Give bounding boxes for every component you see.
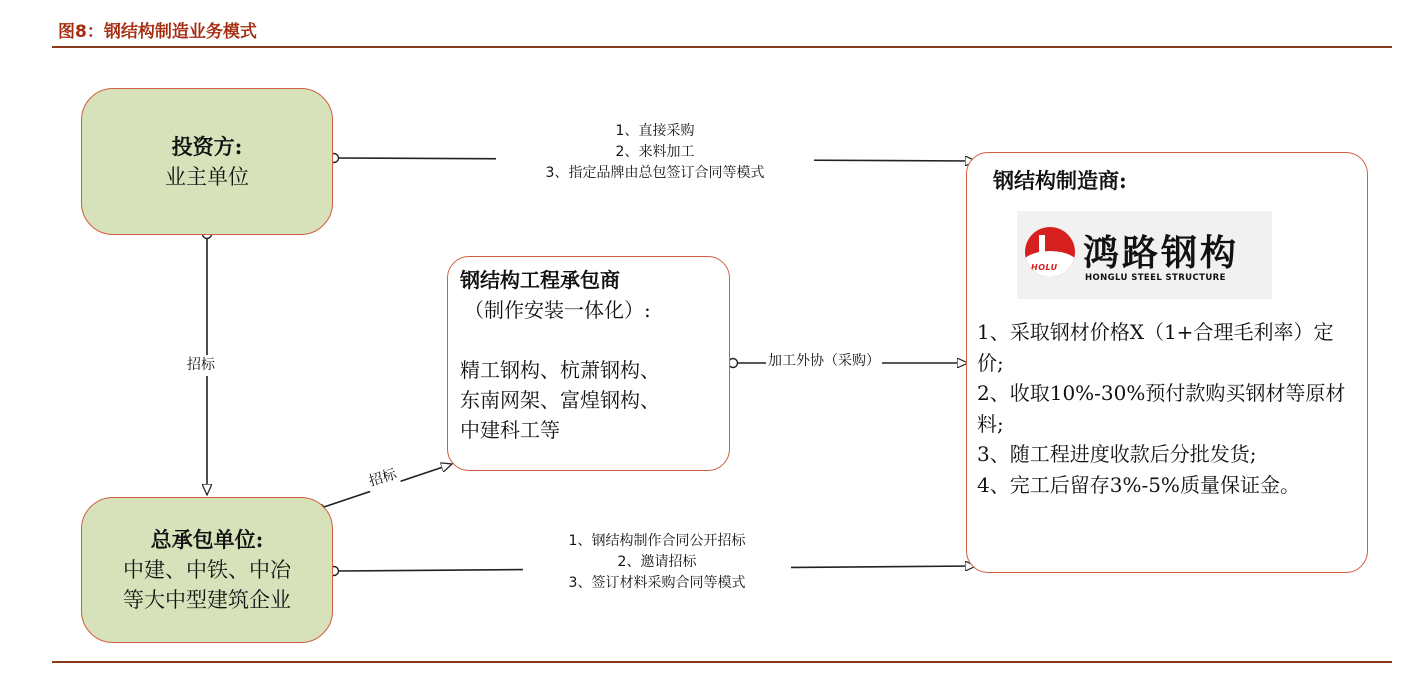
- edge-label-line: 3、签订材料采购合同等模式: [568, 575, 746, 591]
- edge-label-line: 1、钢结构制作合同公开招标: [568, 533, 746, 549]
- edge-label-general-engineering: 招标: [365, 464, 402, 493]
- edge-label-line: 1、直接采购: [615, 123, 695, 139]
- logo-cn-text: 鸿路钢构: [1083, 233, 1240, 274]
- general-contractor-line: 等大中型建筑企业: [123, 588, 291, 612]
- engineering-contractor-line: 中建科工等: [460, 418, 560, 442]
- investor-line: 业主单位: [165, 164, 249, 189]
- manufacturer-term: 3、随工程进度收款后分批发货;: [977, 442, 1257, 466]
- edge-label-investor-general: 招标: [185, 355, 217, 376]
- bottom-rule: [52, 661, 1392, 663]
- engineering-contractor-heading: 钢结构工程承包商: [460, 268, 620, 292]
- figure-title: 图8：钢结构制造业务模式: [58, 22, 257, 42]
- edge-label-line: 2、来料加工: [615, 144, 695, 160]
- manufacturer-heading: 钢结构制造商:: [993, 168, 1127, 193]
- edge-label-line: 3、指定品牌由总包签订合同等模式: [545, 165, 765, 181]
- investor-heading: 投资方:: [171, 133, 243, 159]
- general-contractor-heading: 总承包单位:: [150, 527, 264, 552]
- engineering-contractor-line: 东南网架、富煌钢构、: [460, 388, 660, 412]
- manufacturer-term: 2、收取10%-30%预付款购买钢材等原材料;: [977, 381, 1346, 436]
- general-contractor-line: 中建、中铁、中冶: [123, 558, 291, 582]
- logo-en-text: HONGLU STEEL STRUCTURE: [1085, 273, 1226, 283]
- edge-label-general-manufacturer: [523, 531, 791, 594]
- edge-label-engineering-manufacturer: 加工外协（采购）: [766, 351, 882, 372]
- manufacturer-term: 1、采取钢材价格X（1+合理毛利率）定价;: [977, 320, 1334, 375]
- manufacturer-node: [966, 152, 1368, 573]
- engineering-contractor-subheading: （制作安装一体化）:: [464, 298, 651, 322]
- edge-label-investor-manufacturer: [496, 121, 814, 184]
- manufacturer-terms: [977, 317, 1355, 500]
- logo-mark-text: HOLU: [1031, 263, 1058, 272]
- honglu-logo: [1017, 211, 1272, 299]
- engineering-contractor-line: 精工钢构、杭萧钢构、: [460, 358, 660, 382]
- engineering-contractor-node: [447, 256, 730, 471]
- investor-node: [81, 88, 333, 235]
- edge-label-line: 2、邀请招标: [617, 554, 697, 570]
- general-contractor-node: [81, 497, 333, 643]
- manufacturer-term: 4、完工后留存3%-5%质量保证金。: [977, 472, 1300, 497]
- honglu-logo-icon: [1025, 227, 1075, 277]
